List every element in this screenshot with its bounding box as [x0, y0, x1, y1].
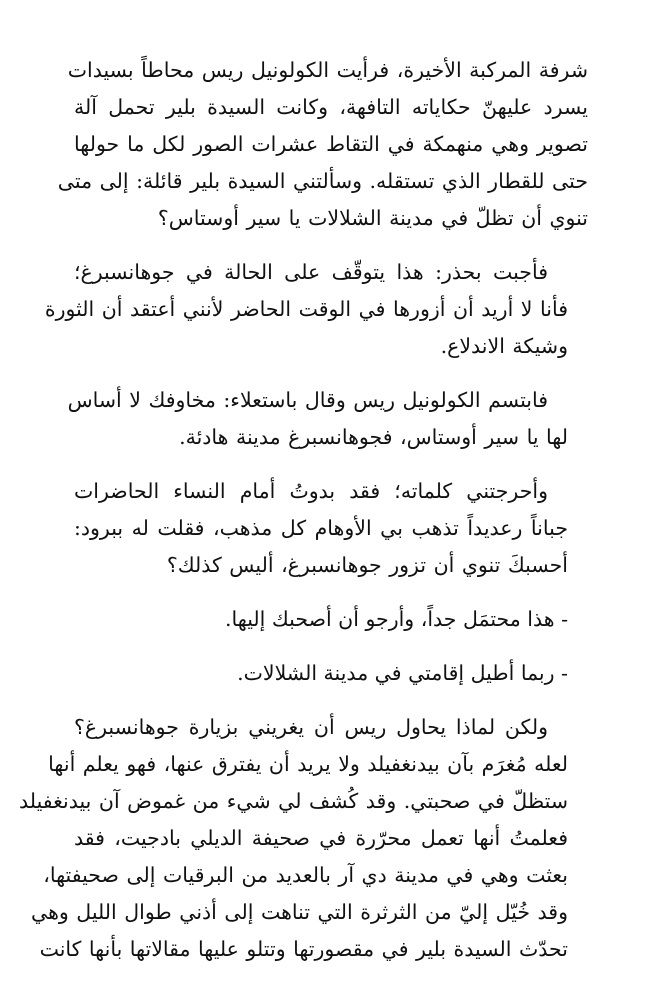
text-line: فأجبت بحذر: هذا يتوقّف على الحالة في جوهانسبرغ؛: [74, 260, 548, 284]
text-line: لها يا سير أوستاس، فجوهانسبرغ مدينة هادئة.: [179, 425, 568, 449]
text-line: يسرد عليهنّ حكاياته التافهة، وكانت السيدة بلير تحمل آلة: [74, 95, 588, 119]
text-line: تنوي أن تظلّ في مدينة الشلالات يا سير أوستاس؟: [157, 206, 588, 230]
paragraph-3: [67, 382, 588, 456]
text-line: فعلمتُ أنها تعمل محرّرة في صحيفة الديلي بادجيت، فقد: [74, 826, 568, 850]
text-line: ولكن لماذا يحاول ريس أن يغريني بزيارة جوهانسبرغ؟: [74, 715, 548, 739]
text-line: وقد خُيّل إليّ من الثرثرة التي تناهت إلى أذني طوال الليل وهي: [30, 900, 568, 924]
text-line: بعثت وهي في مدينة دي آر بالعديد من البرقيات إلى صحيفتها،: [43, 863, 568, 887]
text-line: فابتسم الكولونيل ريس وقال باستعلاء: مخاوفك لا أساس: [67, 388, 548, 412]
paragraph-5: [19, 709, 588, 968]
text-line: فأنا لا أريد أن أزورها في الوقت الحاضر لأنني أعتقد أن الثورة: [44, 297, 568, 321]
text-line: تحدّث السيدة بلير في مقصورتها وتتلو عليها مقالاتها بأنها كانت: [39, 937, 568, 961]
text-line: أحسبكَ تنوي أن تزور جوهانسبرغ، أليس كذلك؟: [166, 553, 568, 577]
text-line: جباناً رعديداً تذهب بي الأوهام كل مذهب، فقلت له ببرود:: [74, 516, 568, 540]
dialog-line-2: - ربما أطيل إقامتي في مدينة الشلالات.: [237, 661, 568, 685]
paragraph-1: [57, 52, 588, 237]
text-line: حتى للقطار الذي تستقله. وسألتني السيدة بلير قائلة: إلى متى: [57, 169, 588, 193]
paragraph-4: [74, 473, 588, 584]
text-line: لعله مُغرَم بآن بيدنغفيلد ولا يريد أن يفترق عنها، فهو يعلم أنها: [48, 752, 568, 776]
text-line: وأحرجتني كلماته؛ فقد بدوتُ أمام النساء الحاضرات: [74, 479, 548, 503]
text-line: تصوير وهي منهمكة في التقاط عشرات الصور لكل ما حولها: [74, 132, 588, 156]
text-line: شرفة المركبة الأخيرة، فرأيت الكولونيل ريس محاطاً بسيدات: [67, 58, 588, 82]
dialog-line-1: - هذا محتمَل جداً، وأرجو أن أصحبك إليها.: [225, 607, 568, 631]
paragraph-2: [44, 254, 588, 365]
text-line: ستظلّ في صحبتي. وقد كُشف لي شيء من غموض آن بيدنغفيلد: [19, 789, 568, 813]
text-line: وشيكة الاندلاع.: [440, 334, 568, 358]
